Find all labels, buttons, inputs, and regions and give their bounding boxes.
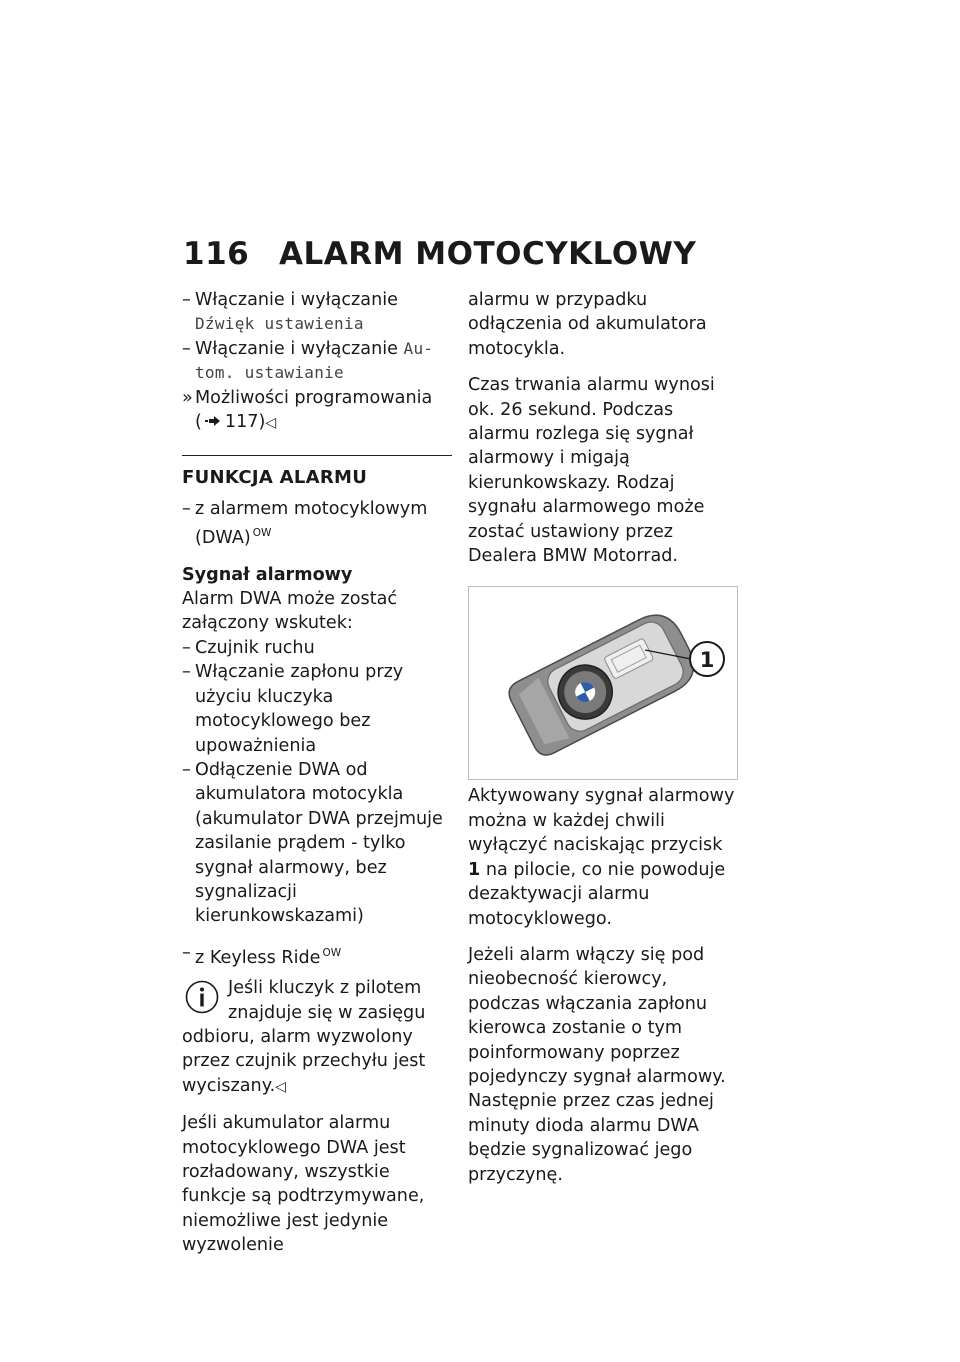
end-mark: ◁ <box>275 1078 286 1095</box>
info-icon <box>185 980 219 1014</box>
duration-paragraph: Czas trwania alarmu wynosi ok. 26 sekund. Podczas alarmu rozlega się sygnał alarmowy i migają kierunkowskazy. Rodzaj sygnału alarmowego może zostać ustawiony przez Dealera BMW Motorrad. <box>468 375 715 567</box>
page-header <box>183 236 743 272</box>
page-number: 116 <box>183 236 250 272</box>
cross-reference: » Możliwości programowania ( 117)◁ <box>182 386 452 436</box>
section-divider <box>182 455 452 456</box>
end-mark: ◁ <box>265 415 277 432</box>
menu-code-sound: Dźwięk ustawienia <box>195 314 364 334</box>
page-arrow-icon <box>205 415 221 427</box>
continuation-paragraph: alarmu w przypadku odłączenia od akumulatora motocykla. <box>468 290 707 359</box>
option-badge: OW <box>322 946 342 959</box>
signal-intro: Alarm DWA może zostać załączony wskutek: <box>182 589 398 634</box>
key-fob-figure <box>468 586 738 780</box>
list-item-auto-setting: – Włączanie i wyłączanie Au- tom. ustawianie <box>182 337 452 386</box>
cause-item: – Włączanie zapłonu przy użyciu kluczyka motocyklowego bez upoważnienia <box>182 660 452 758</box>
key-fob-illustration <box>469 587 737 779</box>
cause-item: – Czujnik ruchu <box>182 636 452 660</box>
page-title: ALARM MOTOCYKLOWY <box>279 236 697 272</box>
deactivate-paragraph: Aktywowany sygnał alarmowy można w każdej chwili wyłączyć naciskając przycisk 1 na pilocie, co nie powoduje dezaktywacji alarmu motocyklowego. <box>468 786 735 929</box>
option-badge: OW <box>252 527 272 540</box>
right-column <box>468 288 740 1187</box>
absence-paragraph: Jeżeli alarm włączy się pod nieobecność kierowcy, podczas włączania zapłonu kierowca zostanie o tym poinformowany poprzez pojedynczy sygnał alarmowy. Następnie przez czas jednej minuty dioda alarmu DWA będzie sygnalizować jego przyczynę. <box>468 944 726 1185</box>
subsection-heading: Sygnał alarmowy <box>182 564 353 585</box>
battery-paragraph: Jeśli akumulator alarmu motocyklowego DWA jest rozładowany, wszystkie funkcje są podtrzymywane, niemożliwe jest jedynie wyzwolenie <box>182 1113 425 1256</box>
figure-callout-1: 1 <box>699 648 715 673</box>
option-dwa: – z alarmem motocyklowym (DWA) $^{OW}$ <box>182 497 452 551</box>
key-number: 1 <box>468 859 481 880</box>
menu-code-auto-end: tom. ustawianie <box>195 363 344 383</box>
reference-page: 117) <box>224 412 266 433</box>
left-column <box>182 288 452 1258</box>
cause-item: – Odłączenie DWA od akumulatora motocykla (akumulator DWA przejmuje zasilanie prądem - tylko sygnał alarmowy, bez sygnalizacji kierunkowskazami) <box>182 758 452 929</box>
info-note: Jeśli kluczyk z pilotem znajduje się w zasięgu odbioru, alarm wyzwolony przez czujnik przechyłu jest wyciszany.◁ <box>182 978 426 1096</box>
list-item-sound-setting: – Włączanie i wyłączanie Dźwięk ustawienia <box>182 288 452 337</box>
option-keyless: – z Keyless Ride $^{OW}$ <box>182 941 452 970</box>
menu-code-auto-start: Au- <box>403 338 434 358</box>
section-title: FUNKCJA ALARMU <box>182 467 368 489</box>
